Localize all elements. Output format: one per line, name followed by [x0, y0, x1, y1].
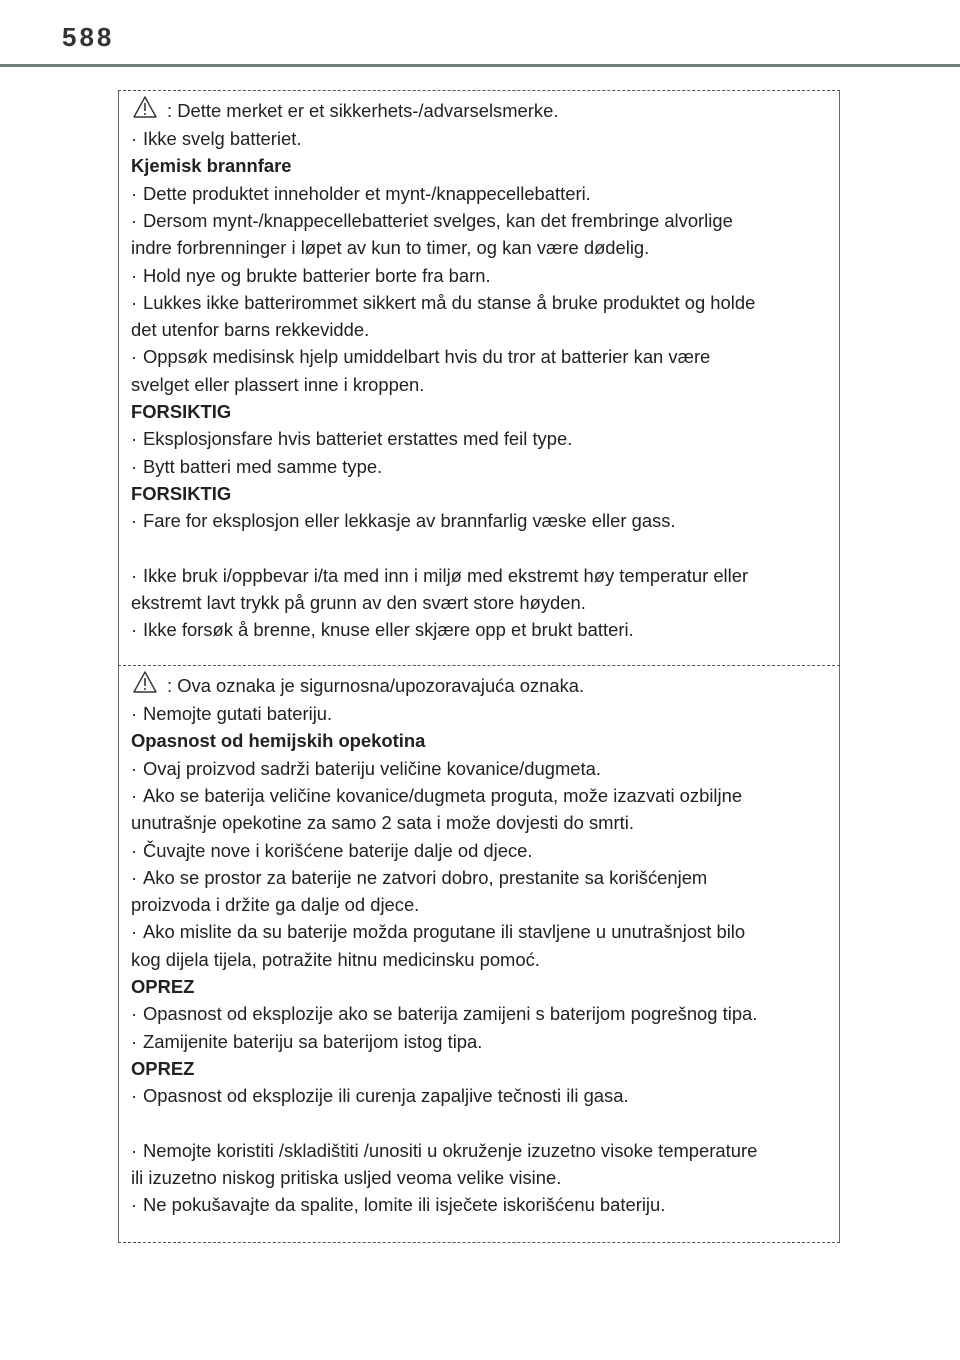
line-text: OPREZ — [131, 976, 195, 997]
bullet-item — [131, 129, 301, 149]
bullet-item — [131, 293, 755, 313]
line-text: Ikke bruk i/oppbevar i/ta med inn i miljø med ekstremt høy temperatur eller — [143, 564, 749, 586]
line-text: FORSIKTIG — [131, 401, 232, 422]
bullet-dot-icon: · — [131, 128, 138, 149]
bullet-dot-icon: · — [131, 839, 138, 861]
section-heading — [131, 731, 425, 751]
line-text: Opasnost od eksplozije ako se baterija zamijeni s baterijom pogrešnog tipa. — [143, 1003, 758, 1025]
bullet-dot-icon: · — [131, 866, 138, 888]
line-text: Lukkes ikke batterirommet sikkert må du stanse å bruke produktet og holde — [143, 291, 756, 313]
line-text: indre forbrenninger i løpet av kun to timer, og kan være dødelig. — [131, 237, 650, 259]
line-text: proizvoda i držite ga dalje od djece. — [131, 894, 420, 916]
bullet-dot-icon: · — [131, 619, 138, 641]
line-text: Eksplosjonsfare hvis batteriet erstattes med feil type. — [143, 428, 573, 450]
bullet-item-continuation — [131, 320, 369, 340]
bullet-dot-icon: · — [131, 1003, 138, 1025]
bullet-item — [131, 184, 591, 204]
line-text: ekstremt lavt trykk på grunn av den svært store høyden. — [131, 592, 586, 614]
line-text: Opasnost od hemijskih opekotina — [131, 730, 426, 752]
line-text: Čuvajte nove i korišćene baterije dalje od djece. — [143, 839, 533, 861]
bullet-dot-icon: · — [131, 510, 138, 532]
page-number: 588 — [62, 22, 115, 52]
bullet-item — [131, 868, 707, 888]
line-text: Kjemisk brannfare — [131, 155, 292, 177]
bullet-dot-icon: · — [131, 784, 138, 806]
bullet-item — [131, 566, 748, 586]
line-text: kog dijela tijela, potražite hitnu medicinsku pomoć. — [131, 948, 540, 970]
warning-triangle-icon — [133, 671, 157, 693]
line-text: Nemojte gutati bateriju. — [143, 703, 333, 724]
line-text: Opasnost od eksplozije ili curenja zapaljive tečnosti ili gasa. — [143, 1085, 629, 1107]
warning-symbol-label: : Ova oznaka je sigurnosna/upozoravajuća oznaka. — [167, 675, 585, 696]
line-text: Ako se baterija veličine kovanice/dugmeta proguta, može izazvati ozbiljne — [143, 784, 743, 806]
line-text: Dette produktet inneholder et mynt-/knappecellebatteri. — [143, 182, 591, 204]
bullet-item — [131, 1004, 757, 1024]
line-text: Zamijenite bateriju sa baterijom istog tipa. — [143, 1030, 483, 1052]
warning-section-norwegian — [118, 91, 840, 665]
bullet-item-continuation — [131, 1168, 561, 1188]
line-text: FORSIKTIG — [131, 482, 232, 504]
bullet-item — [131, 211, 733, 231]
line-text: Ako se prostor za baterije ne zatvori dobro, prestanite sa korišćenjem — [143, 866, 708, 888]
bullet-dot-icon: · — [131, 428, 138, 450]
bullet-item-continuation — [131, 238, 649, 258]
section-heading — [131, 156, 291, 176]
bullet-item — [131, 511, 676, 531]
bullet-item — [131, 347, 710, 367]
bullet-dot-icon: · — [131, 1030, 138, 1052]
warning-triangle-icon — [133, 96, 157, 118]
section-heading — [131, 402, 231, 422]
bullet-item-continuation — [131, 375, 424, 395]
bullet-item — [131, 1032, 482, 1052]
line-text: Ikke forsøk å brenne, knuse eller skjære opp et brukt batteri. — [143, 619, 634, 641]
line-text: Ne pokušavajte da spalite, lomite ili isječete iskorišćenu bateriju. — [143, 1194, 666, 1216]
line-text: Bytt batteri med samme type. — [143, 455, 383, 477]
line-text: Hold nye og brukte batterier borte fra barn. — [143, 264, 491, 286]
line-text: ili izuzetno niskog pritiska usljed veoma velike visine. — [131, 1167, 562, 1189]
line-text: Ako mislite da su baterije možda progutane ili stavljene u unutrašnjost bilo — [143, 921, 746, 943]
bullet-dot-icon: · — [131, 757, 138, 779]
line-text: Fare for eksplosjon eller lekkasje av brannfarlig væske eller gass. — [143, 510, 676, 532]
line-text: unutrašnje opekotine za samo 2 sata i može dovjesti do smrti. — [131, 812, 634, 834]
bullet-item — [131, 704, 332, 724]
bullet-dot-icon: · — [131, 564, 138, 586]
bullet-dot-icon: · — [131, 209, 138, 231]
line-text: Ovaj proizvod sadrži bateriju veličine kovanice/dugmeta. — [143, 757, 601, 779]
bullet-item-continuation — [131, 593, 586, 613]
bullet-item — [131, 266, 491, 286]
bullet-item — [131, 457, 382, 477]
bullet-item — [131, 786, 742, 806]
bullet-dot-icon: · — [131, 182, 138, 204]
bullet-dot-icon: · — [131, 455, 138, 477]
section-heading — [131, 977, 194, 997]
bullet-item — [131, 620, 634, 640]
bullet-item-continuation — [131, 950, 540, 970]
section-bottom-border — [118, 1242, 840, 1243]
bullet-dot-icon: · — [131, 346, 138, 368]
bullet-item — [131, 1141, 757, 1161]
bullet-item — [131, 1195, 665, 1215]
line-text: det utenfor barns rekkevidde. — [131, 319, 370, 341]
bullet-item — [131, 759, 601, 779]
line-text: Nemojte koristiti /skladištiti /unositi u okruženje izuzetno visoke temperature — [143, 1139, 758, 1161]
bullet-item — [131, 922, 745, 942]
header-rule — [0, 64, 960, 67]
bullet-item — [131, 841, 533, 861]
line-text: Oppsøk medisinsk hjelp umiddelbart hvis du tror at batterier kan være — [143, 346, 711, 368]
line-text: OPREZ — [131, 1057, 195, 1079]
bullet-dot-icon: · — [131, 921, 138, 943]
bullet-dot-icon: · — [131, 264, 138, 286]
warning-section-croatian — [118, 666, 840, 1242]
warning-symbol-label: : Dette merket er et sikkerhets-/advarselsmerke. — [167, 100, 559, 121]
bullet-item-continuation — [131, 813, 634, 833]
bullet-dot-icon: · — [131, 703, 138, 724]
bullet-item — [131, 1086, 629, 1106]
line-text: svelget eller plassert inne i kroppen. — [131, 373, 425, 395]
bullet-item-continuation — [131, 895, 419, 915]
section-heading — [131, 1059, 194, 1079]
line-text: Dersom mynt-/knappecellebatteriet svelges, kan det frembringe alvorlige — [143, 209, 733, 231]
bullet-dot-icon: · — [131, 291, 138, 313]
bullet-dot-icon: · — [131, 1194, 138, 1216]
bullet-item — [131, 429, 572, 449]
line-text: Ikke svelg batteriet. — [143, 128, 302, 149]
bullet-dot-icon: · — [131, 1085, 138, 1107]
bullet-dot-icon: · — [131, 1139, 138, 1161]
section-heading — [131, 484, 231, 504]
